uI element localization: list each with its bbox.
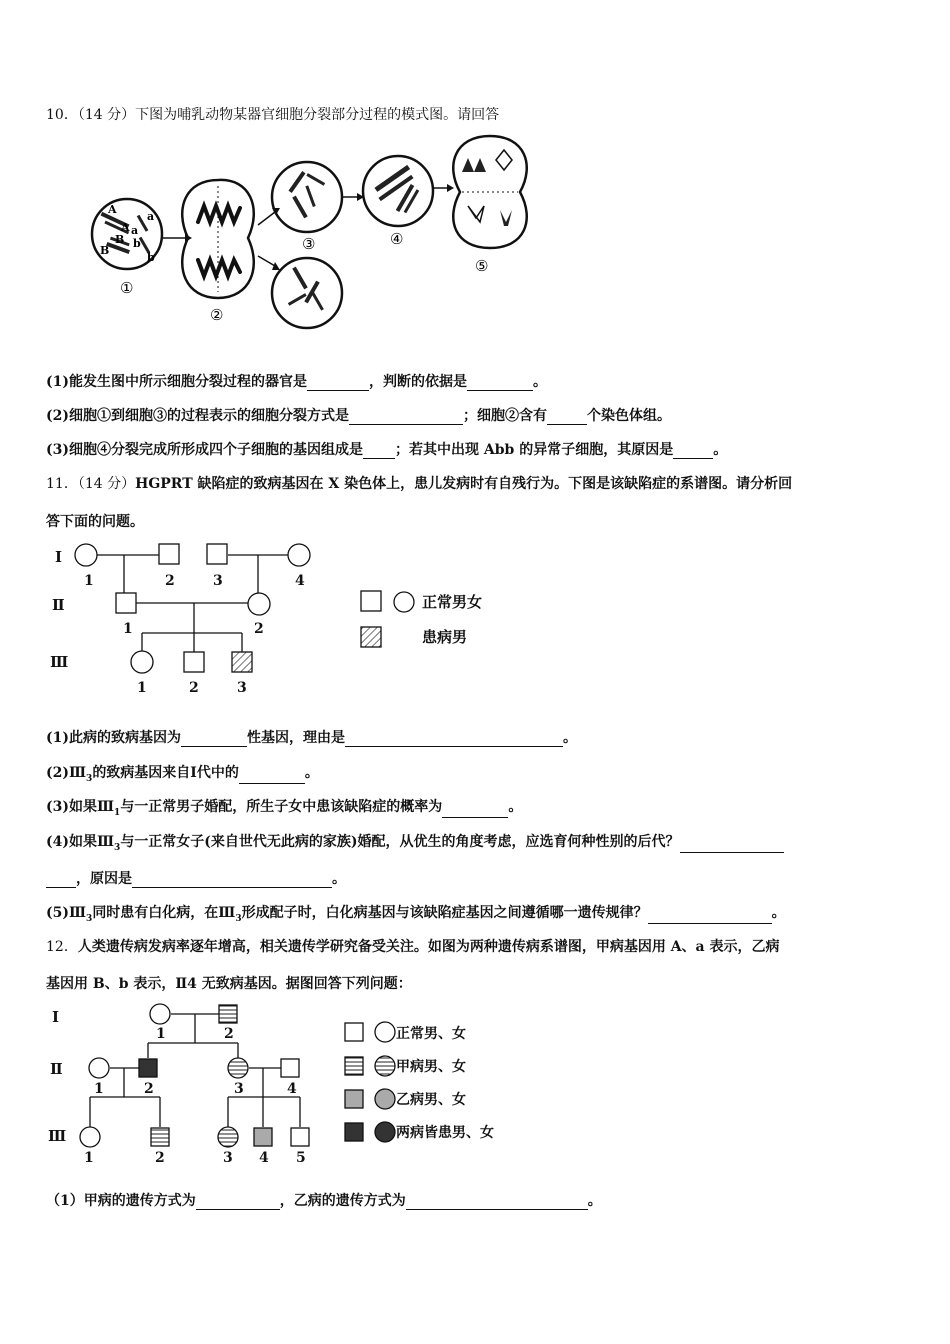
ped-III-3-num: 3	[237, 680, 247, 696]
q10-p1-blank1[interactable]	[307, 376, 369, 391]
legend2-jia-label: 甲病男、女	[396, 1059, 466, 1075]
q10-stem-text: 下图为哺乳动物某器官细胞分裂部分过程的模式图。请回答	[135, 107, 500, 123]
ped2-III-5-num: 5	[296, 1150, 306, 1166]
q10-p3-blank1[interactable]	[363, 444, 395, 459]
q11-part2	[46, 762, 319, 784]
q11-p1-text-a: (1)此病的致病基因为	[46, 730, 181, 746]
allele-A1: A	[108, 203, 117, 216]
ped2-I-1	[150, 1004, 170, 1024]
q11-p4-text-d: 。	[332, 871, 346, 887]
q11-p4-sub: 3	[114, 842, 121, 853]
q11-p5-text-b: 同时患有白化病，在Ⅲ	[92, 905, 236, 921]
legend2-both-label: 两病皆患男、女	[396, 1125, 494, 1141]
q11-p5-blank[interactable]	[648, 909, 772, 924]
ped2-II-4	[281, 1059, 299, 1077]
ped-I-2	[159, 544, 179, 564]
q10-p2-text-b: ；细胞②含有	[463, 408, 547, 424]
legend-normal-label: 正常男女	[422, 593, 483, 611]
q11-p3-text-c: 。	[508, 799, 523, 815]
cell-4	[363, 156, 433, 248]
q11-p1-blank2[interactable]	[345, 732, 563, 747]
q10-p1-text-a: (1)能发生图中所示细胞分裂过程的器官是	[46, 374, 307, 390]
q11-p3-text-b: 与一正常男子婚配，所生子女中患该缺陷症的概率为	[120, 799, 443, 815]
allele-b1: b	[133, 237, 141, 250]
q10-part2	[46, 405, 671, 425]
ped2-III-4	[254, 1128, 272, 1146]
ped2-III-4-num: 4	[259, 1150, 269, 1166]
q10-stem	[46, 104, 499, 124]
q11-p4-text-c: ，原因是	[76, 871, 132, 887]
q10-p3-text-a: (3)细胞④分裂完成所形成四个子细胞的基因组成是	[46, 442, 363, 458]
legend-affected-male-icon	[361, 627, 381, 647]
cell-1	[92, 199, 162, 297]
ped2-III-5	[291, 1128, 309, 1146]
allele-B1: B	[115, 233, 125, 246]
ped2-II-1-num: 1	[94, 1081, 104, 1097]
legend2-both-female-icon	[375, 1122, 395, 1142]
ped-III-3	[232, 652, 252, 672]
legend2-both-male-icon	[345, 1123, 363, 1141]
q11-p1-text-c: 。	[563, 730, 577, 746]
q10-part3	[46, 439, 727, 459]
ped2-II-3-num: 3	[234, 1081, 244, 1097]
q11-number: 11．	[46, 476, 78, 492]
q11-p3-text-a: (3)如果Ⅲ	[46, 799, 115, 815]
cell-5-label: ⑤	[475, 257, 489, 275]
legend2-normal-label: 正常男、女	[396, 1026, 466, 1042]
legend-normal-male-icon	[361, 591, 381, 611]
q10-score: （14 分）	[77, 107, 136, 123]
ped-III-2	[184, 652, 204, 672]
cell-5	[453, 136, 527, 275]
gen2-III: Ⅲ	[48, 1127, 67, 1145]
ped2-III-2	[151, 1128, 169, 1146]
q10-p1-blank2[interactable]	[467, 376, 533, 391]
q10-part1	[46, 371, 547, 391]
cell-4-label: ④	[390, 230, 404, 248]
cell-2-label: ②	[210, 306, 224, 324]
legend2-normal-male-icon	[345, 1023, 363, 1041]
ped2-III-1-num: 1	[84, 1150, 94, 1166]
ped2-II-1	[89, 1058, 109, 1078]
q12-p1-blank1[interactable]	[196, 1195, 280, 1210]
ped-I-1-num: 1	[84, 573, 94, 589]
q10-p2-text-a: (2)细胞①到细胞③的过程表示的细胞分裂方式是	[46, 408, 349, 424]
q11-p5-sub2: 3	[235, 913, 242, 924]
ped-III-1-num: 1	[137, 680, 147, 696]
ped-II-1-num: 1	[123, 621, 133, 637]
allele-A2: A	[121, 221, 130, 234]
q11-p4-text-b: 与一正常女子(来自世代无此病的家族)婚配，从优生的角度考虑，应选育何种性别的后代？	[120, 834, 680, 850]
ped-I-2-num: 2	[165, 573, 175, 589]
q11-stem-text1: HGPRT 缺陷症的致病基因在 X 染色体上，患儿发病时有自残行为。下图是该缺陷症的系谱图。请分析回	[135, 476, 793, 492]
q10-number: 10．	[46, 107, 78, 123]
ped-I-4	[288, 544, 310, 566]
q10-p2-text-c: 个染色体组。	[587, 408, 671, 424]
q11-stem-line2	[46, 511, 144, 531]
legend2-yi-label: 乙病男、女	[396, 1092, 466, 1108]
q12-part1	[46, 1190, 602, 1210]
legend-normal-female-icon	[394, 592, 414, 612]
q11-p5-text-d: 。	[771, 905, 786, 921]
gen-III: Ⅲ	[50, 653, 69, 671]
ped2-II-3	[228, 1058, 248, 1078]
allele-B2: B	[100, 244, 110, 257]
ped-III-2-num: 2	[189, 680, 199, 696]
ped2-II-2	[139, 1059, 157, 1077]
ped2-II-4-num: 4	[287, 1081, 297, 1097]
q11-p2-blank[interactable]	[239, 769, 305, 784]
q11-p2-sub: 3	[86, 773, 93, 784]
q10-p3-blank2[interactable]	[673, 444, 713, 459]
q11-p4-text-a: (4)如果Ⅲ	[46, 834, 115, 850]
q11-part5	[46, 902, 786, 924]
legend2-normal-female-icon	[375, 1022, 395, 1042]
legend2-jia-male-icon	[345, 1057, 363, 1075]
hgprt-pedigree	[0, 535, 950, 695]
q11-p5-sub: 3	[86, 913, 93, 924]
q11-p3-sub: 1	[114, 807, 121, 818]
q11-p1-text-b: 性基因，理由是	[247, 730, 345, 746]
q11-p2-text-c: 。	[304, 765, 319, 781]
ped2-III-3	[218, 1127, 238, 1147]
legend2-jia-female-icon	[375, 1056, 395, 1076]
legend2-yi-male-icon	[345, 1090, 363, 1108]
q11-part3	[46, 796, 522, 818]
ped2-III-3-num: 3	[223, 1150, 233, 1166]
q10-p1-text-c: 。	[533, 374, 547, 390]
gen-II: Ⅱ	[52, 596, 65, 614]
q11-part4	[46, 831, 784, 853]
ped2-II-2-num: 2	[144, 1081, 154, 1097]
q11-p2-text-b: 的致病基因来自Ⅰ代中的	[92, 765, 239, 781]
legend-affected-label: 患病男	[422, 628, 468, 646]
gen2-I: Ⅰ	[52, 1008, 60, 1026]
q12-p1-text-a: （1）甲病的遗传方式为	[46, 1193, 196, 1209]
cell-2	[182, 180, 254, 324]
q10-p2-blank2[interactable]	[547, 410, 587, 425]
q10-p3-text-c: 。	[713, 442, 728, 458]
q12-stem-line2	[46, 973, 412, 993]
gen2-II: Ⅱ	[50, 1060, 63, 1078]
ped-I-3	[207, 544, 227, 564]
ped-II-1	[116, 593, 136, 613]
ped2-III-1	[80, 1127, 100, 1147]
q11-p4-blank1a[interactable]	[680, 838, 784, 853]
q11-stem-line1	[46, 473, 792, 493]
cell-division-figure	[0, 125, 950, 365]
ped-I-4-num: 4	[295, 573, 305, 589]
ped2-III-2-num: 2	[155, 1150, 165, 1166]
two-disease-pedigree	[0, 1000, 950, 1170]
q11-stem-text2: 答下面的问题。	[46, 514, 144, 530]
q11-score: （14 分）	[77, 476, 136, 492]
ped-II-2-num: 2	[254, 621, 264, 637]
cell-3-label: ③	[302, 235, 316, 253]
q11-p3-blank[interactable]	[442, 803, 508, 818]
allele-a2: a	[131, 224, 139, 237]
q12-stem-line1	[46, 936, 780, 956]
q11-p1-blank1[interactable]	[181, 732, 247, 747]
q11-p5-text-c: 形成配子时，白化病基因与该缺陷症基因之间遵循哪一遗传规律？	[241, 905, 648, 921]
q11-p5-text-a: (5)Ⅲ	[46, 905, 87, 921]
q10-p1-text-b: ，判断的依据是	[369, 374, 467, 390]
q10-p3-text-b: ；若其中出现 Abb 的异常子细胞，其原因是	[395, 442, 674, 458]
q11-part4-cont	[46, 868, 346, 888]
ped2-I-1-num: 1	[156, 1026, 166, 1042]
ped2-I-2	[219, 1005, 237, 1023]
q12-p1-blank2[interactable]	[406, 1195, 588, 1210]
q12-stem-text1: 人类遗传病发病率逐年增高，相关遗传学研究备受关注。如图为两种遗传病系谱图，甲病基因用 A、a 表示，乙病	[77, 939, 780, 955]
allele-a1: a	[147, 210, 155, 223]
ped-III-1	[131, 651, 153, 673]
q12-stem-text2: 基因用 B、b 表示，Ⅱ4 无致病基因。据图回答下列问题：	[46, 976, 412, 992]
q10-p2-blank1[interactable]	[349, 410, 463, 425]
allele-b2: b	[147, 251, 155, 264]
cell-1-label: ①	[120, 279, 134, 297]
ped-I-3-num: 3	[213, 573, 223, 589]
ped-I-1	[75, 544, 97, 566]
q11-p4-blank1b[interactable]	[46, 873, 76, 888]
q11-p4-blank2[interactable]	[132, 873, 332, 888]
gen-I: Ⅰ	[55, 548, 63, 566]
legend2-yi-female-icon	[375, 1089, 395, 1109]
ped2-I-2-num: 2	[224, 1026, 234, 1042]
cell-3	[272, 162, 342, 253]
q12-p1-text-b: ，乙病的遗传方式为	[279, 1193, 406, 1209]
q11-p2-text-a: (2)Ⅲ	[46, 765, 87, 781]
q12-number: 12．	[46, 939, 78, 955]
ped-II-2	[248, 593, 270, 615]
q12-p1-text-c: 。	[587, 1193, 602, 1209]
q11-part1	[46, 727, 577, 747]
cell-3b	[272, 258, 342, 328]
